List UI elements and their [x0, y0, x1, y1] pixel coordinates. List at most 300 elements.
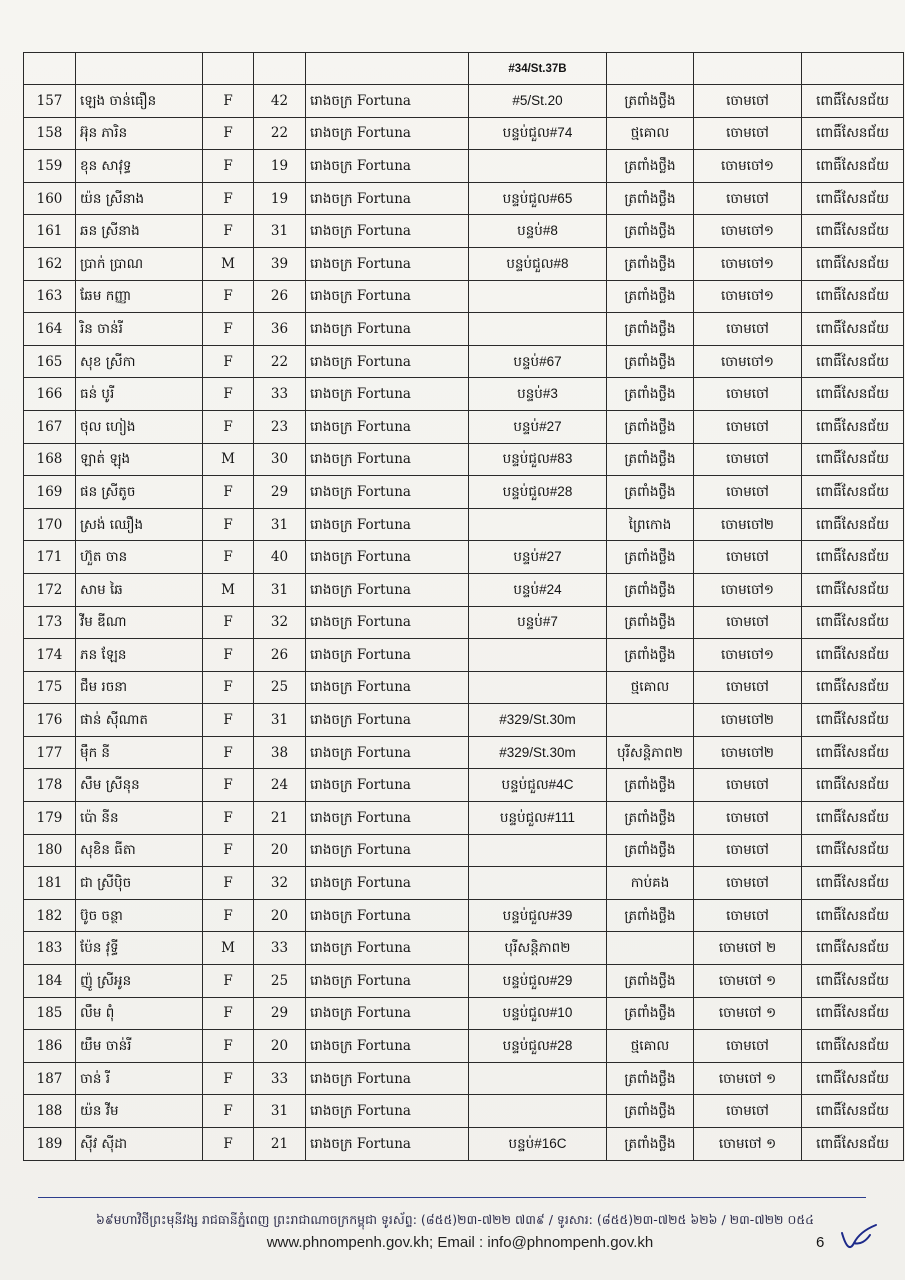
cell-district: ពោធិ៍សែនជ័យ [802, 117, 904, 150]
cell-village: ត្រពាំងថ្លឹង [607, 639, 694, 672]
cell-commune: ចោមចៅ១ [694, 280, 802, 313]
signature-mark-icon [836, 1221, 886, 1255]
cell-address [469, 867, 607, 900]
cell-address: បន្ទប់ជួល#8 [469, 247, 607, 280]
cell-address [469, 1095, 607, 1128]
cell-name: ជា ស្រីប៉ិច [76, 867, 203, 900]
cell-name: ប៊ូច ចន្ថា [76, 899, 203, 932]
cell-factory: រោងចក្រ Fortuna [306, 247, 469, 280]
table-row [24, 639, 904, 672]
cell-no: 179 [24, 802, 76, 835]
cell-commune: ចោមចៅ ១ [694, 1128, 802, 1161]
table-row [24, 150, 904, 183]
cell-commune: ចោមចៅ ១ [694, 997, 802, 1030]
cell-village: បុរីសន្តិភាព២ [607, 736, 694, 769]
cell-commune [694, 53, 802, 85]
cell-address: បន្ទប់ជួល#74 [469, 117, 607, 150]
cell-factory [306, 53, 469, 85]
cell-factory: រោងចក្រ Fortuna [306, 215, 469, 248]
cell-factory: រោងចក្រ Fortuna [306, 867, 469, 900]
cell-age: 31 [254, 508, 306, 541]
cell-name: ប៉ែន វុទ្ធី [76, 932, 203, 965]
table-row [24, 508, 904, 541]
cell-address: បន្ទប់ជួល#83 [469, 443, 607, 476]
cell-address: បន្ទប់#8 [469, 215, 607, 248]
cell-no: 176 [24, 704, 76, 737]
cell-no: 161 [24, 215, 76, 248]
cell-district: ពោធិ៍សែនជ័យ [802, 1030, 904, 1063]
cell-village: ត្រពាំងថ្លឹង [607, 85, 694, 118]
cell-sex: F [203, 769, 254, 802]
cell-age: 42 [254, 85, 306, 118]
cell-factory: រោងចក្រ Fortuna [306, 182, 469, 215]
cell-village: ព្រៃកោង [607, 508, 694, 541]
table-row [24, 247, 904, 280]
cell-name: ឆន ស្រីនាង [76, 215, 203, 248]
cell-commune: ចោមចៅ [694, 443, 802, 476]
cell-no: 175 [24, 671, 76, 704]
cell-address: បន្ទប់#27 [469, 541, 607, 574]
cell-factory: រោងចក្រ Fortuna [306, 834, 469, 867]
cell-sex: F [203, 410, 254, 443]
table-row [24, 704, 904, 737]
cell-village: កាប់គង [607, 867, 694, 900]
cell-factory: រោងចក្រ Fortuna [306, 345, 469, 378]
cell-age: 21 [254, 1128, 306, 1161]
cell-commune: ចោមចៅ [694, 313, 802, 346]
cell-district [802, 53, 904, 85]
footer-address: ៦៩មហាវិថីព្រះមុនីវង្ស រាជធានីភ្នំពេញ ព្រះរាជាណាចក្រកម្ពុជា ទូរស័ព្ទ: (៨៥៥)២៣-៧២២ ៧៣៩ / ទូរសារ: (៨៥៥)២៣-៧២៥ ៦២៦ / ២៣-៧២២ ០៥៤ [95, 1212, 815, 1227]
cell-sex: F [203, 150, 254, 183]
cell-age: 25 [254, 965, 306, 998]
cell-district: ពោធិ៍សែនជ័យ [802, 182, 904, 215]
cell-address: បន្ទប់#24 [469, 573, 607, 606]
cell-address [469, 313, 607, 346]
cell-commune: ចោមចៅ [694, 867, 802, 900]
cell-village: ត្រពាំងថ្លឹង [607, 476, 694, 509]
cell-factory: រោងចក្រ Fortuna [306, 85, 469, 118]
cell-name: អ៊ុន ភារិន [76, 117, 203, 150]
cell-sex: F [203, 378, 254, 411]
cell-address [469, 639, 607, 672]
cell-age: 30 [254, 443, 306, 476]
cell-no: 157 [24, 85, 76, 118]
cell-sex: F [203, 280, 254, 313]
cell-village: ត្រពាំងថ្លឹង [607, 965, 694, 998]
cell-age: 22 [254, 117, 306, 150]
cell-sex: F [203, 606, 254, 639]
cell-address [469, 671, 607, 704]
cell-commune: ចោមចៅ [694, 899, 802, 932]
cell-district: ពោធិ៍សែនជ័យ [802, 932, 904, 965]
cell-no: 162 [24, 247, 76, 280]
cell-name: ស្រង់ ឈឿង [76, 508, 203, 541]
cell-sex: F [203, 476, 254, 509]
cell-no: 177 [24, 736, 76, 769]
cell-village: ត្រពាំងថ្លឹង [607, 541, 694, 574]
cell-name: យ៉ន វីម [76, 1095, 203, 1128]
cell-commune: ចោមចៅ១ [694, 345, 802, 378]
cell-district: ពោធិ៍សែនជ័យ [802, 85, 904, 118]
cell-factory: រោងចក្រ Fortuna [306, 1128, 469, 1161]
cell-district: ពោធិ៍សែនជ័យ [802, 410, 904, 443]
cell-address: បន្ទប់ជួល#39 [469, 899, 607, 932]
cell-village: ត្រពាំងថ្លឹង [607, 769, 694, 802]
cell-name: ភន ឡែន [76, 639, 203, 672]
cell-no: 174 [24, 639, 76, 672]
cell-name: ធន់ បូរី [76, 378, 203, 411]
cell-factory: រោងចក្រ Fortuna [306, 541, 469, 574]
cell-village: ត្រពាំងថ្លឹង [607, 345, 694, 378]
cell-name: ប៉ោ នីន [76, 802, 203, 835]
table-row [24, 573, 904, 606]
cell-district: ពោធិ៍សែនជ័យ [802, 834, 904, 867]
table-row [24, 965, 904, 998]
cell-commune: ចោមចៅ [694, 671, 802, 704]
cell-sex: F [203, 965, 254, 998]
cell-age: 31 [254, 215, 306, 248]
cell-commune: ចោមចៅ [694, 834, 802, 867]
cell-district: ពោធិ៍សែនជ័យ [802, 606, 904, 639]
cell-commune: ចោមចៅ២ [694, 736, 802, 769]
cell-age: 23 [254, 410, 306, 443]
cell-name: សុខ ស្រីកា [76, 345, 203, 378]
cell-name: យឹម ចាន់រី [76, 1030, 203, 1063]
cell-district: ពោធិ៍សែនជ័យ [802, 1095, 904, 1128]
cell-commune: ចោមចៅ២ [694, 508, 802, 541]
cell-factory: រោងចក្រ Fortuna [306, 671, 469, 704]
cell-district: ពោធិ៍សែនជ័យ [802, 443, 904, 476]
cell-commune: ចោមចៅ ១ [694, 1062, 802, 1095]
cell-district: ពោធិ៍សែនជ័យ [802, 639, 904, 672]
cell-commune: ចោមចៅ២ [694, 704, 802, 737]
table-row [24, 1062, 904, 1095]
table-row [24, 215, 904, 248]
cell-no: 170 [24, 508, 76, 541]
cell-commune: ចោមចៅ [694, 378, 802, 411]
cell-address [469, 280, 607, 313]
cell-no: 187 [24, 1062, 76, 1095]
cell-age [254, 53, 306, 85]
cell-village: ត្រពាំងថ្លឹង [607, 410, 694, 443]
cell-district: ពោធិ៍សែនជ័យ [802, 736, 904, 769]
cell-address: បន្ទប់#3 [469, 378, 607, 411]
cell-address: #329/St.30m [469, 704, 607, 737]
cell-name [76, 53, 203, 85]
cell-age: 32 [254, 606, 306, 639]
cell-no: 178 [24, 769, 76, 802]
cell-factory: រោងចក្រ Fortuna [306, 1030, 469, 1063]
cell-no: 171 [24, 541, 76, 574]
cell-factory: រោងចក្រ Fortuna [306, 1062, 469, 1095]
cell-age: 38 [254, 736, 306, 769]
cell-age: 31 [254, 704, 306, 737]
table-row [24, 1128, 904, 1161]
cell-village [607, 932, 694, 965]
cell-name: វីម ឌីណា [76, 606, 203, 639]
cell-name: ជឹម រចនា [76, 671, 203, 704]
cell-name: ចាន់ រី [76, 1062, 203, 1095]
cell-name: ខុន សាវុទ្ធ [76, 150, 203, 183]
cell-village: ត្រពាំងថ្លឹង [607, 378, 694, 411]
table-row [24, 1030, 904, 1063]
cell-no: 173 [24, 606, 76, 639]
cell-no: 166 [24, 378, 76, 411]
table-row [24, 1095, 904, 1128]
cell-name: ឡាត់ ឡុង [76, 443, 203, 476]
table-row [24, 378, 904, 411]
cell-no: 181 [24, 867, 76, 900]
cell-district: ពោធិ៍សែនជ័យ [802, 867, 904, 900]
footer-web-email: www.phnompenh.gov.kh; Email : info@phnompenh.gov.kh [266, 1234, 654, 1251]
cell-address: #329/St.30m [469, 736, 607, 769]
table-row [24, 410, 904, 443]
cell-name: ហ៊ួត ចាន [76, 541, 203, 574]
cell-factory: រោងចក្រ Fortuna [306, 965, 469, 998]
cell-district: ពោធិ៍សែនជ័យ [802, 1062, 904, 1095]
cell-sex: F [203, 867, 254, 900]
cell-village: ថ្មគោល [607, 671, 694, 704]
footer-divider [38, 1197, 866, 1198]
cell-address: បន្ទប់#27 [469, 410, 607, 443]
cell-name: ផាន់ ស៊ីណាត [76, 704, 203, 737]
cell-district: ពោធិ៍សែនជ័យ [802, 476, 904, 509]
cell-village [607, 704, 694, 737]
cell-address: បន្ទប់ជួល#28 [469, 1030, 607, 1063]
cell-age: 21 [254, 802, 306, 835]
cell-village: ត្រពាំងថ្លឹង [607, 280, 694, 313]
cell-no: 189 [24, 1128, 76, 1161]
cell-name: លឹម ពុំ [76, 997, 203, 1030]
cell-district: ពោធិ៍សែនជ័យ [802, 1128, 904, 1161]
cell-name: រិន ចាន់រី [76, 313, 203, 346]
cell-commune: ចោមចៅ [694, 769, 802, 802]
cell-name: ឡេង ចាន់ធឿន [76, 85, 203, 118]
cell-age: 39 [254, 247, 306, 280]
table-row [24, 834, 904, 867]
cell-district: ពោធិ៍សែនជ័យ [802, 965, 904, 998]
cell-factory: រោងចក្រ Fortuna [306, 573, 469, 606]
cell-name: សុខិន ធីតា [76, 834, 203, 867]
cell-commune: ចោមចៅ១ [694, 247, 802, 280]
cell-sex: F [203, 215, 254, 248]
cell-address: #5/St.20 [469, 85, 607, 118]
table-row [24, 736, 904, 769]
cell-name: ស៊ីវ ស៊ីដា [76, 1128, 203, 1161]
cell-age: 19 [254, 182, 306, 215]
cell-name: សាម ឆៃ [76, 573, 203, 606]
cell-age: 26 [254, 639, 306, 672]
cell-age: 29 [254, 997, 306, 1030]
cell-commune: ចោមចៅ ២ [694, 932, 802, 965]
cell-district: ពោធិ៍សែនជ័យ [802, 150, 904, 183]
cell-village: ត្រពាំងថ្លឹង [607, 443, 694, 476]
cell-age: 33 [254, 932, 306, 965]
cell-sex: M [203, 573, 254, 606]
cell-commune: ចោមចៅ១ [694, 573, 802, 606]
table-row [24, 85, 904, 118]
cell-commune: ចោមចៅ [694, 117, 802, 150]
table-row [24, 182, 904, 215]
cell-factory: រោងចក្រ Fortuna [306, 769, 469, 802]
cell-factory: រោងចក្រ Fortuna [306, 117, 469, 150]
cell-age: 31 [254, 573, 306, 606]
cell-village: ត្រពាំងថ្លឹង [607, 997, 694, 1030]
continuation-row [24, 53, 904, 85]
roster-body [24, 53, 904, 1161]
cell-no: 172 [24, 573, 76, 606]
cell-address: បន្ទប់ជួល#28 [469, 476, 607, 509]
cell-factory: រោងចក្រ Fortuna [306, 606, 469, 639]
cell-village: ត្រពាំងថ្លឹង [607, 215, 694, 248]
table-row [24, 932, 904, 965]
cell-factory: រោងចក្រ Fortuna [306, 802, 469, 835]
cell-no: 164 [24, 313, 76, 346]
cell-commune: ចោមចៅ [694, 802, 802, 835]
cell-address [469, 1062, 607, 1095]
cell-sex: F [203, 117, 254, 150]
cell-no: 183 [24, 932, 76, 965]
cell-village: ត្រពាំងថ្លឹង [607, 606, 694, 639]
cell-address [469, 150, 607, 183]
cell-sex: F [203, 997, 254, 1030]
cell-district: ពោធិ៍សែនជ័យ [802, 345, 904, 378]
worker-roster-table [23, 52, 904, 1161]
cell-village: ត្រពាំងថ្លឹង [607, 247, 694, 280]
cell-factory: រោងចក្រ Fortuna [306, 280, 469, 313]
cell-district: ពោធិ៍សែនជ័យ [802, 541, 904, 574]
table-row [24, 867, 904, 900]
cell-age: 19 [254, 150, 306, 183]
cell-name: យ៉ន ស្រីនាង [76, 182, 203, 215]
cell-no: 169 [24, 476, 76, 509]
cell-district: ពោធិ៍សែនជ័យ [802, 215, 904, 248]
table-row [24, 443, 904, 476]
cell-age: 20 [254, 834, 306, 867]
cell-district: ពោធិ៍សែនជ័យ [802, 573, 904, 606]
cell-village: ថ្មគោល [607, 117, 694, 150]
cell-sex: F [203, 508, 254, 541]
cell-address: បន្ទប់ជួល#29 [469, 965, 607, 998]
cell-factory: រោងចក្រ Fortuna [306, 150, 469, 183]
cell-sex: F [203, 345, 254, 378]
cell-age: 36 [254, 313, 306, 346]
cell-no: 182 [24, 899, 76, 932]
cell-sex: M [203, 932, 254, 965]
cell-sex: F [203, 1095, 254, 1128]
cell-address: បុរីសន្តិភាព២ [469, 932, 607, 965]
cell-sex: F [203, 1030, 254, 1063]
cell-age: 26 [254, 280, 306, 313]
table-row [24, 541, 904, 574]
cell-sex: F [203, 704, 254, 737]
cell-factory: រោងចក្រ Fortuna [306, 378, 469, 411]
cell-no: 159 [24, 150, 76, 183]
cell-name: ថុល ហៀង [76, 410, 203, 443]
cell-address: បន្ទប់#16C [469, 1128, 607, 1161]
cell-sex: F [203, 1128, 254, 1161]
cell-factory: រោងចក្រ Fortuna [306, 313, 469, 346]
cell-sex: F [203, 639, 254, 672]
cell-sex: F [203, 736, 254, 769]
cell-address: បន្ទប់#67 [469, 345, 607, 378]
table-row [24, 313, 904, 346]
cell-village: ត្រពាំងថ្លឹង [607, 150, 694, 183]
cell-sex: F [203, 541, 254, 574]
cell-no: 160 [24, 182, 76, 215]
cell-village: ត្រពាំងថ្លឹង [607, 313, 694, 346]
cell-commune: ចោមចៅ [694, 182, 802, 215]
cell-district: ពោធិ៍សែនជ័យ [802, 997, 904, 1030]
cell-age: 29 [254, 476, 306, 509]
cell-commune: ចោមចៅ [694, 1030, 802, 1063]
cell-no: 167 [24, 410, 76, 443]
cell-commune: ចោមចៅ១ [694, 150, 802, 183]
cell-factory: រោងចក្រ Fortuna [306, 508, 469, 541]
cell-no: 188 [24, 1095, 76, 1128]
cell-address: បន្ទប់ជួល#65 [469, 182, 607, 215]
cell-commune: ចោមចៅ ១ [694, 965, 802, 998]
cell-age: 25 [254, 671, 306, 704]
cell-commune: ចោមចៅ១ [694, 215, 802, 248]
cell-name: ម៉ឹក នី [76, 736, 203, 769]
cell-age: 20 [254, 899, 306, 932]
cell-age: 32 [254, 867, 306, 900]
cell-age: 22 [254, 345, 306, 378]
cell-address: បន្ទប់ជួល#10 [469, 997, 607, 1030]
cell-commune: ចោមចៅ១ [694, 639, 802, 672]
cell-factory: រោងចក្រ Fortuna [306, 899, 469, 932]
cell-name: ផន ស្រីតូច [76, 476, 203, 509]
cell-no: 185 [24, 997, 76, 1030]
cell-village: ត្រពាំងថ្លឹង [607, 834, 694, 867]
cell-factory: រោងចក្រ Fortuna [306, 932, 469, 965]
cell-commune: ចោមចៅ [694, 1095, 802, 1128]
cell-name: សឹម ស្រីនុន [76, 769, 203, 802]
cell-factory: រោងចក្រ Fortuna [306, 639, 469, 672]
table-row [24, 606, 904, 639]
cell-sex: F [203, 671, 254, 704]
table-row [24, 280, 904, 313]
cell-address [469, 508, 607, 541]
cell-sex: F [203, 182, 254, 215]
cell-village [607, 53, 694, 85]
cell-factory: រោងចក្រ Fortuna [306, 1095, 469, 1128]
cell-district: ពោធិ៍សែនជ័យ [802, 378, 904, 411]
cell-sex: M [203, 247, 254, 280]
table-row [24, 345, 904, 378]
cell-village: ត្រពាំងថ្លឹង [607, 573, 694, 606]
cell-commune: ចោមចៅ [694, 541, 802, 574]
table-row [24, 476, 904, 509]
table-row [24, 671, 904, 704]
cell-age: 33 [254, 378, 306, 411]
cell-sex [203, 53, 254, 85]
cell-factory: រោងចក្រ Fortuna [306, 476, 469, 509]
table-row [24, 802, 904, 835]
cell-no: 180 [24, 834, 76, 867]
cell-sex: F [203, 1062, 254, 1095]
cell-name: ញ៉ូ ស្រីអូន [76, 965, 203, 998]
cell-village: ត្រពាំងថ្លឹង [607, 182, 694, 215]
cell-district: ពោធិ៍សែនជ័យ [802, 899, 904, 932]
cell-no: 184 [24, 965, 76, 998]
cell-factory: រោងចក្រ Fortuna [306, 736, 469, 769]
cell-age: 31 [254, 1095, 306, 1128]
cell-commune: ចោមចៅ [694, 476, 802, 509]
cell-factory: រោងចក្រ Fortuna [306, 997, 469, 1030]
cell-factory: រោងចក្រ Fortuna [306, 410, 469, 443]
